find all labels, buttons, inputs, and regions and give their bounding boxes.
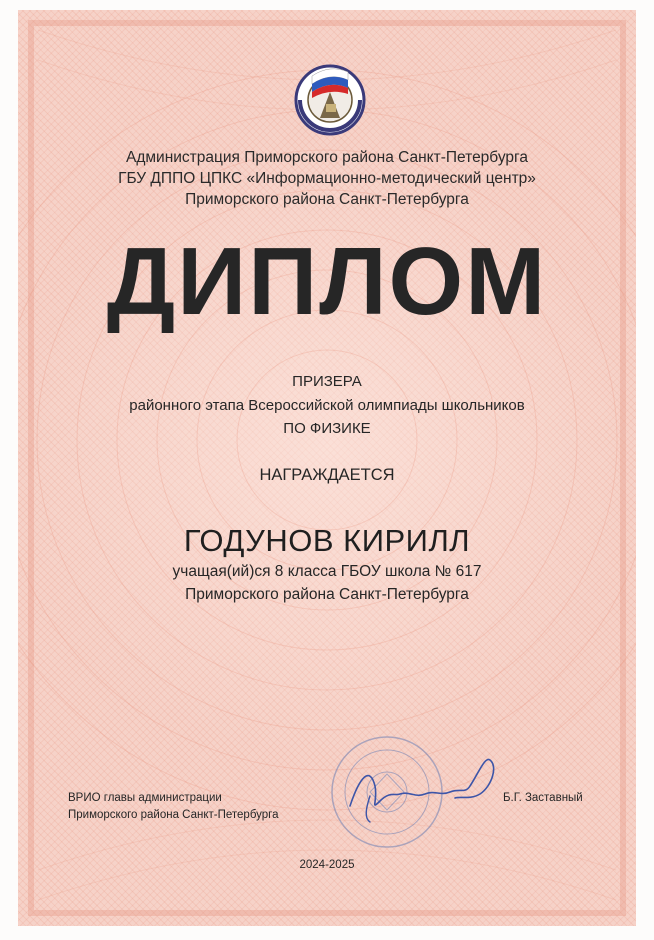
diploma-title: ДИПЛОМ <box>106 228 548 335</box>
recipient-school: учащая(ий)ся 8 класса ГБОУ школа № 617 <box>172 563 482 580</box>
organization-line-1: Администрация Приморского района Санкт-Петербурга <box>126 149 528 166</box>
olympiad-subject: ПО ФИЗИКЕ <box>283 420 371 437</box>
academic-year: 2024-2025 <box>299 859 355 871</box>
award-line: НАГРАЖДАЕТСЯ <box>259 466 395 484</box>
signatory-position-line-2: Приморского района Санкт-Петербурга <box>68 809 279 821</box>
signatory-position-line-1: ВРИО главы администрации <box>68 792 222 804</box>
organization-line-2: ГБУ ДППО ЦПКС «Информационно-методический центр» <box>118 170 536 187</box>
olympiad-emblem-icon <box>290 58 370 140</box>
signatory-name: Б.Г. Заставный <box>503 792 583 804</box>
status-label: ПРИЗЕРА <box>292 373 362 390</box>
recipient-name: ГОДУНОВ КИРИЛЛ <box>183 523 471 558</box>
recipient-district: Приморского района Санкт-Петербурга <box>185 586 469 603</box>
handwritten-signature <box>340 746 515 826</box>
organization-line-3: Приморского района Санкт-Петербурга <box>185 191 469 208</box>
olympiad-stage: районного этапа Всероссийской олимпиады школьников <box>129 397 525 414</box>
